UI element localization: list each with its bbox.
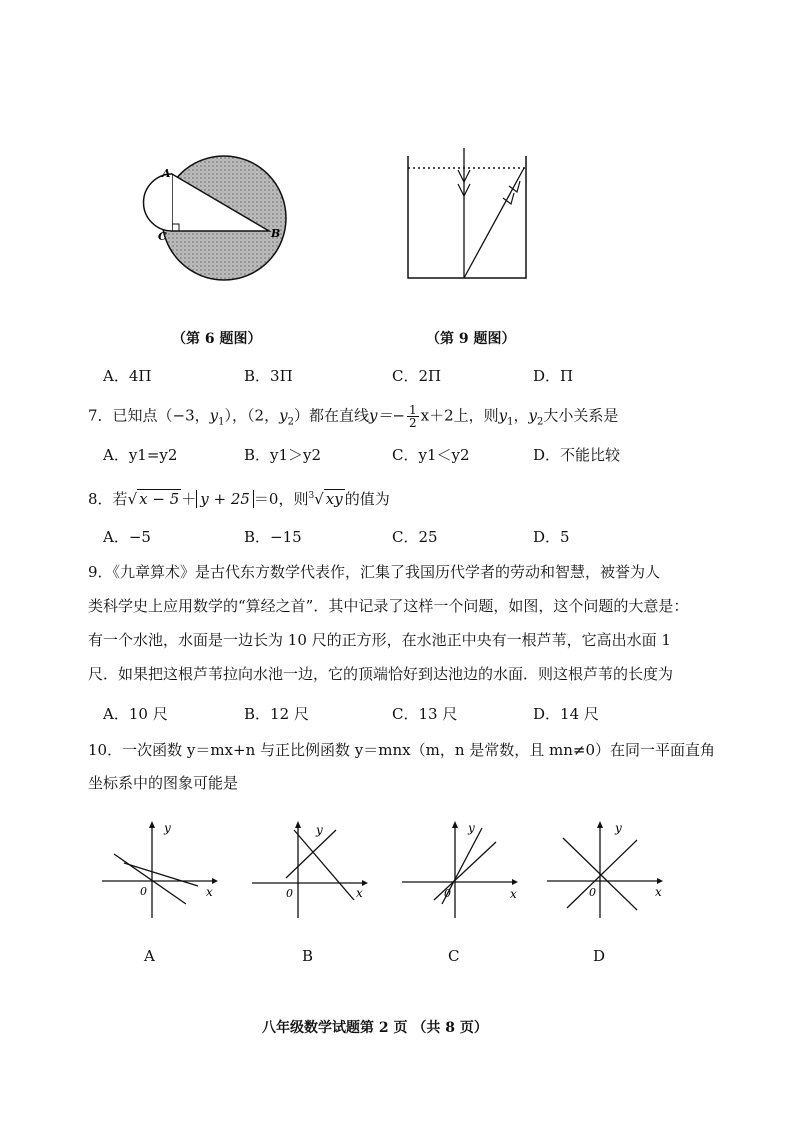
svg-text:0: 0 bbox=[286, 887, 293, 900]
q7-option-d: D．不能比较 bbox=[533, 446, 621, 464]
q9-option-d: D．14 尺 bbox=[533, 705, 599, 723]
q9-line-4: 尺．如果把这根芦苇拉向水池一边，它的顶端恰好到达池边的水面．则这根芦苇的长度为 bbox=[88, 665, 674, 683]
q6-option-c: C．2Π bbox=[392, 367, 442, 385]
svg-text:0: 0 bbox=[140, 885, 147, 898]
svg-text:x: x bbox=[206, 885, 213, 899]
figure-6 bbox=[140, 145, 290, 290]
svg-text:y: y bbox=[316, 823, 323, 837]
q8-option-a: A．−5 bbox=[103, 528, 151, 546]
q9-line-1: 9．《九章算术》是古代东方数学代表作，汇集了我国历代学者的劳动和智慧，被誉为人 bbox=[88, 563, 661, 581]
svg-text:y: y bbox=[615, 821, 622, 835]
graph-d-line-2 bbox=[567, 840, 637, 908]
page-footer: 八年级数学试题第 2 页 （共 8 页） bbox=[262, 1020, 488, 1036]
q8-option-b: B．−15 bbox=[244, 528, 302, 546]
q9-option-b: B．12 尺 bbox=[244, 705, 309, 723]
q6-option-d: D．Π bbox=[533, 367, 574, 385]
small-semicircle bbox=[144, 174, 172, 231]
svg-text:x: x bbox=[655, 885, 662, 899]
q7-fraction: $\frac{1}{2}$ bbox=[409, 403, 417, 430]
q8-option-c: C．25 bbox=[392, 528, 438, 546]
fig6-caption: （第 6 题图） bbox=[172, 331, 262, 347]
q8-option-d: D．5 bbox=[533, 528, 570, 546]
label-a: A bbox=[162, 167, 171, 180]
svg-text:0: 0 bbox=[444, 887, 451, 900]
q7-option-a: A．y1=y2 bbox=[103, 446, 178, 464]
q6-option-a: A．4Π bbox=[103, 367, 152, 385]
figure-9 bbox=[400, 148, 535, 283]
label-b: B bbox=[271, 227, 281, 240]
graph-a bbox=[100, 820, 220, 920]
svg-text:x: x bbox=[510, 887, 517, 901]
graph-b bbox=[250, 820, 370, 920]
reed-slanted bbox=[464, 168, 524, 278]
graph-label-d: D bbox=[593, 947, 606, 965]
graph-d bbox=[545, 820, 670, 920]
graph-label-b: B bbox=[302, 947, 314, 965]
graph-label-c: C bbox=[448, 947, 460, 965]
q7-option-b: B．y1＞y2 bbox=[244, 446, 322, 464]
svg-text:x: x bbox=[356, 886, 363, 900]
q9-line-2: 类科学史上应用数学的“算经之首”．其中记录了这样一个问题，如图，这个问题的大意是： bbox=[88, 597, 689, 615]
graph-a-line-2 bbox=[124, 863, 198, 886]
svg-text:y: y bbox=[468, 821, 475, 835]
q6-option-b: B．3Π bbox=[244, 367, 293, 385]
svg-text:0: 0 bbox=[589, 886, 596, 899]
q7-stem: 7．已知点（−3，$y_1$），（2，$y_2$）都在直线y＝− $\frac{1}{2}$ x＋2上，则$y_1$，$y_2$大小关系是 bbox=[88, 403, 619, 430]
label-c: C bbox=[158, 230, 167, 243]
q10-line-1: 10．一次函数 y＝mx+n 与正比例函数 y＝mnx（m，n 是常数，且 mn≠0）在同一平面直角 bbox=[88, 741, 716, 759]
pool-outline bbox=[408, 156, 526, 278]
q10-line-2: 坐标系中的图象可能是 bbox=[88, 774, 239, 792]
q8-stem: 8．若√ x − 5 ＋ y + 25 ＝0，则$^3$√ xy 的值为 bbox=[88, 490, 390, 508]
q7-option-c: C．y1＜y2 bbox=[392, 446, 470, 464]
graph-label-a: A bbox=[144, 947, 155, 965]
q9-option-c: C．13 尺 bbox=[392, 705, 458, 723]
graph-b-line-1 bbox=[294, 830, 354, 900]
svg-text:y: y bbox=[164, 821, 171, 835]
graph-c bbox=[400, 820, 525, 920]
q9-line-3: 有一个水池，水面是一边长为 10 尺的正方形，在水池正中央有一根芦苇，它高出水面 1 bbox=[88, 631, 671, 649]
fig9-caption: （第 9 题图） bbox=[426, 331, 516, 347]
q9-option-a: A．10 尺 bbox=[103, 705, 168, 723]
